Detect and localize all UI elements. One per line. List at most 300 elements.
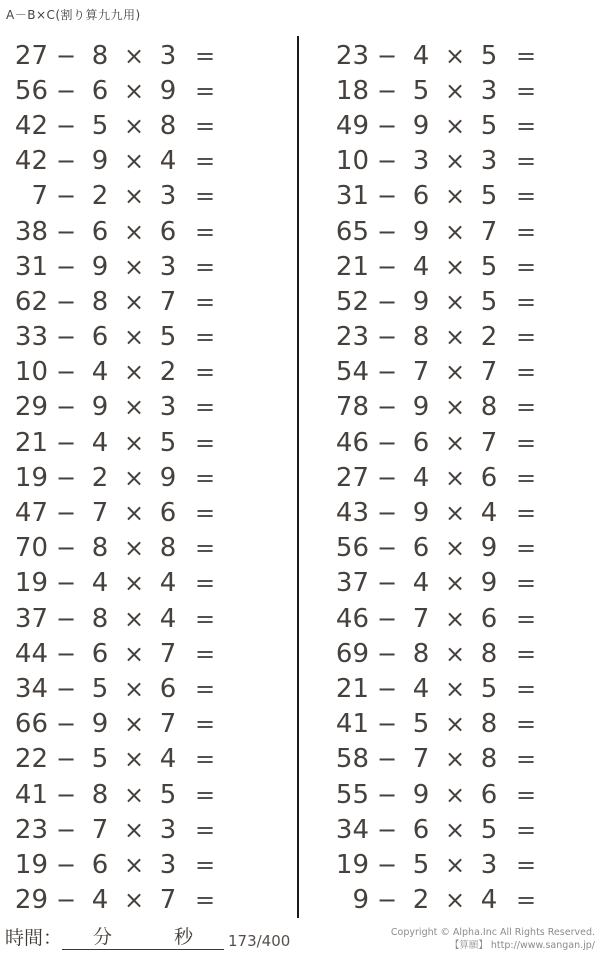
problem-row — [325, 847, 595, 882]
minus-sign: − — [376, 428, 398, 457]
problem-row — [325, 320, 595, 355]
times-sign: × — [123, 886, 145, 915]
problem-row — [325, 73, 595, 108]
minus-sign: − — [376, 358, 398, 387]
equals-sign: = — [515, 358, 537, 387]
multiplier-c: 8 — [480, 392, 498, 423]
multiplier-c: 5 — [159, 427, 177, 458]
minuend-a: 42 — [14, 146, 48, 177]
times-sign: × — [444, 639, 466, 668]
times-sign: × — [123, 780, 145, 809]
times-sign: × — [123, 147, 145, 176]
times-sign: × — [123, 287, 145, 316]
multiplicand-b: 2 — [412, 885, 430, 916]
copyright-line2: 【算願】 http://www.sangan.jp/ — [449, 940, 595, 951]
multiplicand-b: 5 — [412, 75, 430, 106]
multiplier-c: 3 — [159, 40, 177, 71]
multiplier-c: 4 — [159, 603, 177, 634]
minus-sign: − — [55, 639, 77, 668]
times-sign: × — [444, 569, 466, 598]
times-sign: × — [444, 463, 466, 492]
equals-sign: = — [194, 499, 216, 528]
minutes-label: 分 — [93, 926, 113, 948]
multiplier-c: 5 — [159, 322, 177, 353]
multiplier-c: 9 — [480, 533, 498, 564]
multiplicand-b: 7 — [412, 603, 430, 634]
multiplier-c: 8 — [480, 744, 498, 775]
problem-row — [325, 707, 595, 742]
minus-sign: − — [55, 323, 77, 352]
multiplicand-b: 9 — [412, 110, 430, 141]
minus-sign: − — [376, 393, 398, 422]
minus-sign: − — [376, 111, 398, 140]
minuend-a: 47 — [14, 498, 48, 529]
problem-row — [4, 214, 294, 249]
multiplicand-b: 5 — [412, 849, 430, 880]
minuend-a: 23 — [335, 322, 369, 353]
equals-sign: = — [194, 534, 216, 563]
equals-sign: = — [515, 534, 537, 563]
worksheet-title: A－B×C(割り算九九用) — [6, 8, 141, 22]
times-sign: × — [123, 499, 145, 528]
multiplier-c: 3 — [159, 392, 177, 423]
times-sign: × — [123, 182, 145, 211]
multiplicand-b: 8 — [412, 638, 430, 669]
equals-sign: = — [515, 76, 537, 105]
problem-row — [325, 636, 595, 671]
minus-sign: − — [55, 252, 77, 281]
equals-sign: = — [194, 76, 216, 105]
multiplier-c: 3 — [159, 849, 177, 880]
times-sign: × — [444, 182, 466, 211]
problem-row — [325, 671, 595, 706]
minus-sign: − — [376, 147, 398, 176]
minus-sign: − — [376, 463, 398, 492]
multiplier-c: 9 — [480, 568, 498, 599]
problem-row — [4, 742, 294, 777]
equals-sign: = — [194, 182, 216, 211]
equals-sign: = — [194, 111, 216, 140]
problems-area — [0, 38, 600, 918]
minuend-a: 41 — [14, 779, 48, 810]
multiplicand-b: 6 — [412, 814, 430, 845]
problem-row — [4, 38, 294, 73]
multiplicand-b: 9 — [91, 146, 109, 177]
minus-sign: − — [55, 182, 77, 211]
times-sign: × — [123, 710, 145, 739]
minuend-a: 52 — [335, 286, 369, 317]
times-sign: × — [444, 850, 466, 879]
multiplier-c: 3 — [480, 75, 498, 106]
time-answer-line[interactable] — [62, 922, 224, 950]
times-sign: × — [444, 710, 466, 739]
multiplicand-b: 9 — [412, 216, 430, 247]
multiplicand-b: 4 — [91, 885, 109, 916]
multiplier-c: 4 — [480, 885, 498, 916]
copyright-line1: Copyright © Alpha.Inc All Rights Reserved. — [390, 927, 595, 938]
minus-sign: − — [55, 674, 77, 703]
multiplicand-b: 6 — [91, 638, 109, 669]
times-sign: × — [123, 217, 145, 246]
minuend-a: 19 — [14, 568, 48, 599]
problem-row — [4, 390, 294, 425]
equals-sign: = — [515, 428, 537, 457]
minus-sign: − — [376, 780, 398, 809]
minus-sign: − — [55, 604, 77, 633]
times-sign: × — [444, 217, 466, 246]
minus-sign: − — [376, 674, 398, 703]
multiplier-c: 3 — [159, 251, 177, 282]
equals-sign: = — [515, 886, 537, 915]
minuend-a: 70 — [14, 533, 48, 564]
minuend-a: 10 — [14, 357, 48, 388]
minuend-a: 54 — [335, 357, 369, 388]
multiplier-c: 6 — [480, 779, 498, 810]
minus-sign: − — [376, 710, 398, 739]
problem-row — [4, 320, 294, 355]
problem-row — [325, 355, 595, 390]
minus-sign: − — [55, 393, 77, 422]
times-sign: × — [444, 886, 466, 915]
problem-row — [4, 73, 294, 108]
problem-row — [4, 108, 294, 143]
minuend-a: 7 — [31, 181, 48, 212]
problem-row — [325, 390, 595, 425]
times-sign: × — [123, 252, 145, 281]
problem-row — [4, 636, 294, 671]
multiplicand-b: 5 — [91, 744, 109, 775]
multiplicand-b: 7 — [91, 498, 109, 529]
minuend-a: 19 — [14, 462, 48, 493]
problem-row — [4, 883, 294, 918]
minus-sign: − — [376, 217, 398, 246]
minus-sign: − — [55, 569, 77, 598]
multiplier-c: 6 — [159, 498, 177, 529]
equals-sign: = — [194, 217, 216, 246]
minuend-a: 58 — [335, 744, 369, 775]
multiplicand-b: 4 — [91, 427, 109, 458]
seconds-label: 秒 — [174, 926, 194, 948]
minus-sign: − — [55, 534, 77, 563]
times-sign: × — [444, 674, 466, 703]
equals-sign: = — [194, 886, 216, 915]
equals-sign: = — [515, 780, 537, 809]
minuend-a: 19 — [14, 849, 48, 880]
equals-sign: = — [515, 499, 537, 528]
minuend-a: 21 — [335, 251, 369, 282]
times-sign: × — [123, 41, 145, 70]
multiplier-c: 4 — [159, 744, 177, 775]
equals-sign: = — [194, 780, 216, 809]
minuend-a: 23 — [335, 40, 369, 71]
times-sign: × — [123, 850, 145, 879]
multiplier-c: 5 — [480, 673, 498, 704]
times-sign: × — [444, 604, 466, 633]
equals-sign: = — [515, 252, 537, 281]
problem-row — [325, 495, 595, 530]
multiplier-c: 5 — [159, 779, 177, 810]
minus-sign: − — [376, 76, 398, 105]
problems-column-left — [4, 38, 294, 918]
problem-row — [325, 284, 595, 319]
equals-sign: = — [515, 463, 537, 492]
minuend-a: 21 — [335, 673, 369, 704]
problem-row — [325, 249, 595, 284]
problem-row — [325, 179, 595, 214]
minuend-a: 56 — [14, 75, 48, 106]
multiplicand-b: 9 — [412, 779, 430, 810]
minus-sign: − — [55, 358, 77, 387]
problem-row — [325, 883, 595, 918]
minuend-a: 49 — [335, 110, 369, 141]
multiplicand-b: 2 — [91, 181, 109, 212]
equals-sign: = — [515, 393, 537, 422]
times-sign: × — [444, 780, 466, 809]
minus-sign: − — [55, 428, 77, 457]
minus-sign: − — [376, 41, 398, 70]
multiplicand-b: 4 — [412, 568, 430, 599]
minus-sign: − — [376, 815, 398, 844]
equals-sign: = — [515, 569, 537, 598]
times-sign: × — [444, 815, 466, 844]
multiplicand-b: 6 — [91, 75, 109, 106]
minus-sign: − — [55, 780, 77, 809]
multiplicand-b: 9 — [91, 392, 109, 423]
minuend-a: 9 — [352, 885, 369, 916]
times-sign: × — [123, 358, 145, 387]
equals-sign: = — [515, 674, 537, 703]
minuend-a: 19 — [335, 849, 369, 880]
minus-sign: − — [376, 499, 398, 528]
multiplicand-b: 8 — [91, 779, 109, 810]
minuend-a: 46 — [335, 603, 369, 634]
multiplicand-b: 6 — [412, 427, 430, 458]
minuend-a: 10 — [335, 146, 369, 177]
page-number: 173/400 — [228, 932, 291, 950]
minus-sign: − — [376, 886, 398, 915]
minuend-a: 43 — [335, 498, 369, 529]
equals-sign: = — [194, 745, 216, 774]
equals-sign: = — [194, 639, 216, 668]
multiplier-c: 6 — [159, 216, 177, 247]
problem-row — [4, 249, 294, 284]
equals-sign: = — [194, 463, 216, 492]
times-sign: × — [123, 745, 145, 774]
problem-row — [4, 777, 294, 812]
times-sign: × — [444, 76, 466, 105]
times-sign: × — [444, 499, 466, 528]
problem-row — [325, 777, 595, 812]
minus-sign: − — [376, 604, 398, 633]
equals-sign: = — [515, 745, 537, 774]
equals-sign: = — [515, 217, 537, 246]
minus-sign: − — [376, 534, 398, 563]
multiplier-c: 7 — [159, 286, 177, 317]
minus-sign: − — [376, 252, 398, 281]
minuend-a: 21 — [14, 427, 48, 458]
multiplier-c: 3 — [480, 849, 498, 880]
times-sign: × — [444, 252, 466, 281]
minus-sign: − — [55, 710, 77, 739]
equals-sign: = — [194, 710, 216, 739]
multiplier-c: 3 — [480, 146, 498, 177]
multiplicand-b: 6 — [412, 181, 430, 212]
times-sign: × — [123, 428, 145, 457]
equals-sign: = — [194, 41, 216, 70]
problem-row — [4, 707, 294, 742]
multiplier-c: 5 — [480, 814, 498, 845]
problem-row — [4, 355, 294, 390]
minus-sign: − — [55, 463, 77, 492]
minuend-a: 27 — [14, 40, 48, 71]
equals-sign: = — [194, 147, 216, 176]
equals-sign: = — [194, 323, 216, 352]
multiplicand-b: 9 — [412, 498, 430, 529]
multiplicand-b: 7 — [91, 814, 109, 845]
problem-row — [325, 214, 595, 249]
minuend-a: 33 — [14, 322, 48, 353]
minuend-a: 34 — [14, 673, 48, 704]
multiplicand-b: 4 — [412, 251, 430, 282]
problem-row — [325, 38, 595, 73]
times-sign: × — [444, 428, 466, 457]
multiplier-c: 7 — [159, 709, 177, 740]
problem-row — [325, 425, 595, 460]
times-sign: × — [444, 534, 466, 563]
multiplicand-b: 9 — [412, 286, 430, 317]
times-sign: × — [123, 639, 145, 668]
minus-sign: − — [376, 639, 398, 668]
times-sign: × — [123, 76, 145, 105]
minuend-a: 34 — [335, 814, 369, 845]
minuend-a: 65 — [335, 216, 369, 247]
copyright — [391, 926, 595, 952]
multiplier-c: 5 — [480, 251, 498, 282]
multiplier-c: 4 — [159, 568, 177, 599]
time-label: 時間： — [5, 927, 63, 949]
multiplicand-b: 9 — [412, 392, 430, 423]
equals-sign: = — [194, 252, 216, 281]
multiplicand-b: 9 — [91, 709, 109, 740]
equals-sign: = — [515, 639, 537, 668]
times-sign: × — [123, 569, 145, 598]
multiplicand-b: 5 — [412, 709, 430, 740]
problem-row — [4, 601, 294, 636]
problem-row — [4, 144, 294, 179]
equals-sign: = — [194, 674, 216, 703]
minuend-a: 22 — [14, 744, 48, 775]
multiplier-c: 7 — [159, 638, 177, 669]
minuend-a: 62 — [14, 286, 48, 317]
minus-sign: − — [55, 886, 77, 915]
time-entry-area — [5, 922, 224, 950]
minuend-a: 42 — [14, 110, 48, 141]
minuend-a: 78 — [335, 392, 369, 423]
times-sign: × — [444, 323, 466, 352]
problem-row — [4, 812, 294, 847]
times-sign: × — [444, 358, 466, 387]
multiplier-c: 5 — [480, 110, 498, 141]
times-sign: × — [123, 463, 145, 492]
multiplicand-b: 7 — [412, 744, 430, 775]
multiplier-c: 5 — [480, 286, 498, 317]
minus-sign: − — [55, 287, 77, 316]
equals-sign: = — [194, 604, 216, 633]
multiplier-c: 7 — [159, 885, 177, 916]
problem-row — [4, 284, 294, 319]
times-sign: × — [444, 111, 466, 140]
minus-sign: − — [55, 499, 77, 528]
minuend-a: 66 — [14, 709, 48, 740]
multiplier-c: 3 — [159, 814, 177, 845]
times-sign: × — [123, 674, 145, 703]
minus-sign: − — [376, 182, 398, 211]
multiplicand-b: 4 — [412, 673, 430, 704]
minus-sign: − — [376, 323, 398, 352]
multiplicand-b: 8 — [412, 322, 430, 353]
multiplier-c: 4 — [159, 146, 177, 177]
minuend-a: 29 — [14, 885, 48, 916]
multiplicand-b: 2 — [91, 462, 109, 493]
multiplier-c: 8 — [480, 709, 498, 740]
equals-sign: = — [194, 850, 216, 879]
times-sign: × — [123, 111, 145, 140]
equals-sign: = — [194, 393, 216, 422]
minuend-a: 29 — [14, 392, 48, 423]
multiplier-c: 8 — [159, 110, 177, 141]
minus-sign: − — [55, 745, 77, 774]
multiplier-c: 9 — [159, 75, 177, 106]
times-sign: × — [444, 745, 466, 774]
multiplier-c: 2 — [480, 322, 498, 353]
problem-row — [325, 742, 595, 777]
minus-sign: − — [376, 287, 398, 316]
problem-row — [325, 460, 595, 495]
problem-row — [325, 531, 595, 566]
multiplicand-b: 6 — [91, 322, 109, 353]
minus-sign: − — [55, 41, 77, 70]
minuend-a: 18 — [335, 75, 369, 106]
equals-sign: = — [515, 850, 537, 879]
minuend-a: 37 — [335, 568, 369, 599]
minuend-a: 69 — [335, 638, 369, 669]
times-sign: × — [444, 287, 466, 316]
equals-sign: = — [194, 358, 216, 387]
equals-sign: = — [515, 710, 537, 739]
minus-sign: − — [55, 217, 77, 246]
problem-row — [325, 144, 595, 179]
multiplier-c: 8 — [480, 638, 498, 669]
times-sign: × — [123, 393, 145, 422]
multiplier-c: 7 — [480, 216, 498, 247]
multiplier-c: 6 — [480, 462, 498, 493]
multiplicand-b: 7 — [412, 357, 430, 388]
multiplier-c: 6 — [159, 673, 177, 704]
minuend-a: 46 — [335, 427, 369, 458]
multiplier-c: 9 — [159, 462, 177, 493]
equals-sign: = — [194, 287, 216, 316]
problem-row — [325, 812, 595, 847]
times-sign: × — [444, 41, 466, 70]
equals-sign: = — [515, 182, 537, 211]
equals-sign: = — [515, 323, 537, 352]
times-sign: × — [444, 393, 466, 422]
problem-row — [4, 671, 294, 706]
multiplier-c: 7 — [480, 357, 498, 388]
multiplicand-b: 5 — [91, 673, 109, 704]
problem-row — [4, 531, 294, 566]
equals-sign: = — [194, 815, 216, 844]
